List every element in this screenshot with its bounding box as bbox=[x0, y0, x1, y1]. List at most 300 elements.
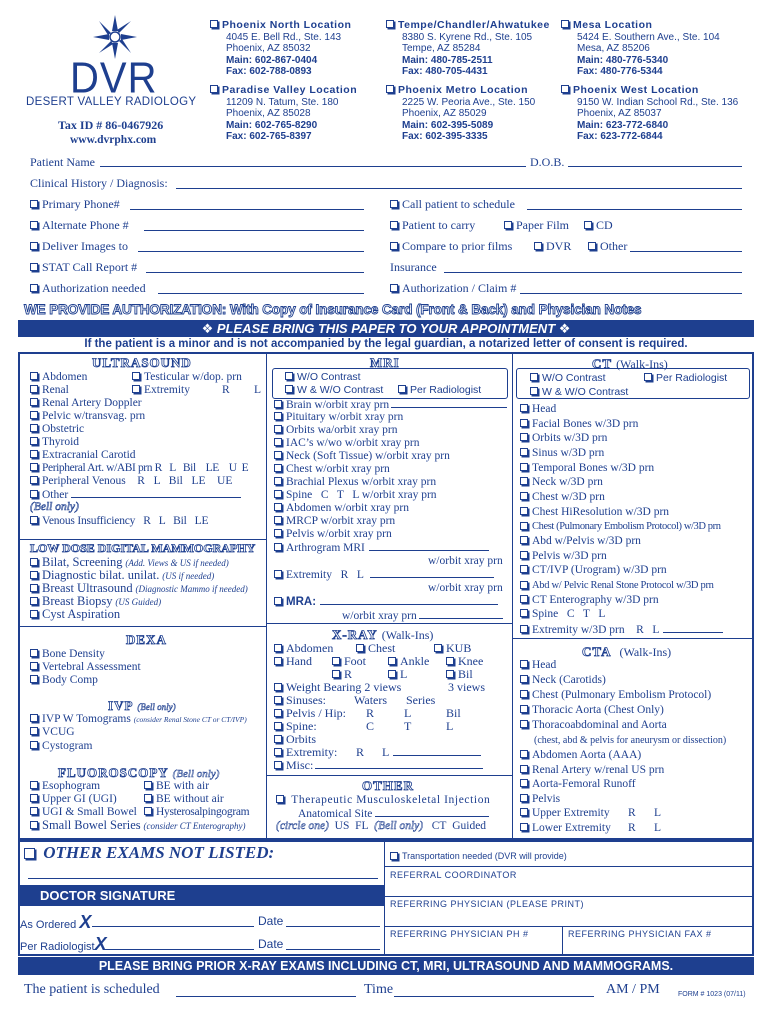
checkbox[interactable] bbox=[30, 242, 38, 250]
checkbox[interactable] bbox=[144, 807, 152, 815]
auth-claim[interactable]: Authorization / Claim # bbox=[390, 281, 516, 296]
checkbox[interactable] bbox=[274, 503, 282, 511]
paper-film[interactable]: Paper Film bbox=[504, 218, 569, 233]
checkbox[interactable] bbox=[356, 644, 364, 652]
dob-field[interactable] bbox=[568, 166, 742, 167]
location-phoenix-west[interactable]: Phoenix West Location 9150 W. Indian School Rd., Ste. 136 Phoenix, AZ 85037 Main: 623-772-6840 Fax: 623-772-6844 bbox=[561, 85, 738, 143]
divider bbox=[18, 626, 266, 627]
insurance-field[interactable] bbox=[444, 272, 742, 273]
checkbox[interactable] bbox=[520, 448, 528, 456]
fluoro-hsg[interactable]: Hysterosalpingogram bbox=[144, 806, 249, 819]
location-paradise-valley[interactable]: Paradise Valley Location 11209 N. Tatum, Ste. 180 Phoenix, AZ 85028 Main: 602-765-8290 Fax: 602-765-8397 bbox=[210, 85, 357, 143]
ct-extremity[interactable]: Extremity w/3D prn R L bbox=[520, 623, 723, 637]
checkbox[interactable] bbox=[30, 558, 38, 566]
date-label: Date bbox=[258, 914, 284, 928]
mri-pituitary[interactable]: Pituitary w/orbit xray prn bbox=[274, 411, 403, 424]
checkbox[interactable] bbox=[30, 263, 38, 271]
clinical-field[interactable] bbox=[176, 188, 742, 189]
cd-option[interactable]: CD bbox=[584, 218, 613, 233]
stat-call[interactable]: STAT Call Report # bbox=[30, 260, 137, 275]
as-ordered[interactable]: As Ordered X bbox=[20, 912, 92, 932]
checkbox[interactable] bbox=[30, 490, 38, 498]
other-guided[interactable]: (circle one) US FL (Bell only) CT Guided bbox=[276, 820, 487, 832]
dob-label: D.O.B. bbox=[530, 155, 565, 169]
ct-head[interactable]: Head bbox=[520, 403, 556, 416]
us-obstetric[interactable]: Obstetric bbox=[30, 423, 84, 436]
fluoro-be-air[interactable]: BE with air bbox=[144, 780, 209, 793]
us-testicular[interactable]: Testicular w/dop. prn bbox=[132, 371, 242, 384]
divider bbox=[384, 926, 754, 927]
checkbox[interactable] bbox=[30, 584, 38, 592]
mri-wwo[interactable]: W & W/O Contrast bbox=[285, 384, 383, 397]
checkbox[interactable] bbox=[276, 795, 284, 803]
ct-orbits[interactable]: Orbits w/3D prn bbox=[520, 432, 607, 445]
ivp-tomograms[interactable]: IVP W Tomograms (consider Renal Stone CT or CT/IVP) bbox=[30, 713, 247, 726]
mri-arthro[interactable]: Arthrogram MRI bbox=[274, 541, 489, 555]
checkbox[interactable] bbox=[520, 720, 528, 728]
per-radiologist[interactable]: Per RadiologistX bbox=[20, 934, 107, 954]
ivp-title: IVP bbox=[108, 698, 134, 713]
checkbox[interactable] bbox=[520, 794, 528, 802]
xray-foot[interactable]: Foot bbox=[332, 655, 366, 668]
xray-kub[interactable]: KUB bbox=[434, 642, 471, 655]
stat-field[interactable] bbox=[146, 272, 364, 273]
mri-abdomen[interactable]: Abdomen w/orbit xray prn bbox=[274, 502, 409, 515]
cta-lower-r[interactable]: R bbox=[628, 822, 636, 834]
checkbox[interactable] bbox=[144, 781, 152, 789]
cta-chest[interactable]: Chest (Pulmonary Embolism Protocol) bbox=[520, 689, 711, 702]
transport[interactable]: Transportation needed (DVR will provide) bbox=[390, 851, 567, 861]
checkbox[interactable] bbox=[274, 477, 282, 485]
checkbox[interactable] bbox=[520, 419, 528, 427]
ct-pelvis[interactable]: Pelvis w/3D prn bbox=[520, 550, 607, 563]
xray-chest[interactable]: Chest bbox=[356, 642, 395, 655]
checkbox[interactable] bbox=[434, 644, 442, 652]
checkbox[interactable] bbox=[30, 284, 38, 292]
checkbox[interactable] bbox=[520, 660, 528, 668]
cta-aorta-fem[interactable]: Aorta-Femoral Runoff bbox=[520, 778, 636, 791]
date-field-2[interactable] bbox=[286, 949, 380, 950]
checkbox[interactable] bbox=[274, 400, 282, 408]
checkbox[interactable] bbox=[274, 657, 282, 665]
location-phoenix-metro[interactable]: Phoenix Metro Location 2225 W. Peoria Ave., Ste. 150 Phoenix, AZ 85029 Main: 602-395-5089 Fax: 602-395-3335 bbox=[386, 85, 535, 143]
patient-name-field[interactable] bbox=[100, 166, 526, 167]
divider bbox=[512, 638, 754, 639]
us-peripheral-art[interactable]: Peripheral Art. w/ABI prn R L Bil LE U E bbox=[30, 462, 248, 475]
checkbox[interactable] bbox=[520, 404, 528, 412]
mri-orbits[interactable]: Orbits wa/orbit xray prn bbox=[274, 424, 397, 437]
checkbox[interactable] bbox=[390, 200, 398, 208]
checkbox[interactable] bbox=[520, 750, 528, 758]
checkbox[interactable] bbox=[390, 852, 398, 860]
per-radiologist-field[interactable] bbox=[104, 949, 254, 950]
checkbox[interactable] bbox=[30, 794, 38, 802]
auth-claim-field[interactable] bbox=[520, 293, 742, 294]
checkbox[interactable] bbox=[30, 714, 38, 722]
dvr-option[interactable]: DVR bbox=[534, 239, 571, 254]
checkbox[interactable] bbox=[390, 284, 398, 292]
cta-neck[interactable]: Neck (Carotids) bbox=[520, 674, 606, 687]
checkbox[interactable] bbox=[274, 412, 282, 420]
other-exams[interactable]: OTHER EXAMS NOT LISTED: bbox=[24, 843, 274, 863]
checkbox[interactable] bbox=[274, 516, 282, 524]
checkbox[interactable] bbox=[520, 705, 528, 713]
cta-thoraco[interactable]: Thoracoabdominal and Aorta bbox=[520, 719, 667, 732]
primary-phone[interactable]: Primary Phone# bbox=[30, 197, 120, 212]
checkbox[interactable] bbox=[30, 675, 38, 683]
xray-spine-t[interactable]: T bbox=[404, 719, 412, 733]
dexa-bone[interactable]: Bone Density bbox=[30, 648, 105, 661]
checkbox[interactable] bbox=[30, 398, 38, 406]
checkbox[interactable] bbox=[274, 529, 282, 537]
mri-wo[interactable]: W/O Contrast bbox=[285, 371, 361, 384]
cta-upper-l[interactable]: L bbox=[654, 807, 662, 819]
checkbox[interactable] bbox=[520, 551, 528, 559]
checkbox[interactable] bbox=[520, 463, 528, 471]
mammo-title: LOW DOSE DIGITAL MAMMOGRAPHY bbox=[30, 541, 256, 555]
time-field[interactable] bbox=[394, 996, 594, 997]
checkbox[interactable] bbox=[520, 779, 528, 787]
ct-chest[interactable]: Chest w/3D prn bbox=[520, 491, 605, 504]
ct-chest-pe[interactable]: Chest (Pulmonary Embolism Protocol) w/3D prn bbox=[520, 520, 721, 533]
checkbox[interactable] bbox=[530, 373, 538, 381]
checkbox[interactable] bbox=[388, 670, 396, 678]
us-extremity[interactable]: Extremity bbox=[132, 384, 190, 397]
call-patient-field[interactable] bbox=[527, 209, 742, 210]
location-checkbox[interactable] bbox=[561, 20, 569, 28]
checkbox[interactable] bbox=[274, 570, 282, 578]
checkbox[interactable] bbox=[520, 433, 528, 441]
doctor-signature-label: DOCTOR SIGNATURE bbox=[40, 888, 176, 903]
mri-mrcp[interactable]: MRCP w/orbit xray prn bbox=[274, 515, 395, 528]
xray-r[interactable]: R bbox=[332, 668, 352, 681]
us-ext-r[interactable]: R bbox=[222, 384, 230, 396]
other-therapeutic[interactable]: Therapeutic Musculoskeletal Injection bbox=[276, 794, 490, 807]
cta-pelvis[interactable]: Pelvis bbox=[520, 793, 560, 806]
checkbox[interactable] bbox=[30, 571, 38, 579]
mri-pelvis[interactable]: Pelvis w/orbit xray prn bbox=[274, 528, 392, 541]
checkbox[interactable] bbox=[398, 385, 406, 393]
us-ext-l[interactable]: L bbox=[254, 384, 262, 396]
xray-abdomen[interactable]: Abdomen bbox=[274, 642, 333, 655]
location-checkbox[interactable] bbox=[386, 20, 394, 28]
checkbox[interactable] bbox=[520, 595, 528, 603]
checkbox[interactable] bbox=[520, 581, 528, 589]
mri-iac[interactable]: IAC’s w/wo w/orbit xray prn bbox=[274, 437, 420, 450]
xray-spine-l[interactable]: L bbox=[446, 719, 454, 733]
alt-phone-field[interactable] bbox=[144, 230, 364, 231]
checkbox[interactable] bbox=[390, 221, 398, 229]
primary-phone-field[interactable] bbox=[130, 209, 364, 210]
checkbox[interactable] bbox=[274, 722, 282, 730]
authorization-banner: WE PROVIDE AUTHORIZATION: With Copy of Insurance Card (Front & Back) and Physician Notes bbox=[24, 302, 642, 317]
mri-chest[interactable]: Chest w/orbit xray prn bbox=[274, 463, 390, 476]
mammo-cyst[interactable]: Cyst Aspiration bbox=[30, 608, 120, 622]
location-checkbox[interactable] bbox=[210, 20, 218, 28]
location-checkbox[interactable] bbox=[210, 85, 218, 93]
ref-physician[interactable]: REFERRING PHYSICIAN (PLEASE PRINT) bbox=[390, 899, 585, 909]
us-carotid[interactable]: Extracranial Carotid bbox=[30, 449, 136, 462]
checkbox[interactable] bbox=[30, 516, 38, 524]
checkbox[interactable] bbox=[30, 821, 38, 829]
checkbox[interactable] bbox=[285, 372, 293, 380]
ivp-cystogram[interactable]: Cystogram bbox=[30, 740, 92, 753]
cta-thoracic[interactable]: Thoracic Aorta (Chest Only) bbox=[520, 704, 664, 717]
checkbox[interactable] bbox=[520, 522, 528, 530]
xray-pelvis-r[interactable]: R bbox=[366, 706, 375, 720]
xray-orbits[interactable]: Orbits bbox=[274, 733, 316, 746]
ref-phone[interactable]: REFERRING PHYSICIAN PH # bbox=[390, 929, 529, 939]
location-mesa[interactable]: Mesa Location 5424 E. Southern Ave., Ste. 104 Mesa, AZ 85206 Main: 480-776-5340 Fax: 480-776-5344 bbox=[561, 20, 720, 78]
ct-spine[interactable]: Spine C T L bbox=[520, 608, 605, 621]
xray-sinuses[interactable]: Sinuses: bbox=[274, 694, 326, 707]
xray-knee[interactable]: Knee bbox=[446, 655, 483, 668]
logo bbox=[20, 10, 210, 150]
ct-abd-stone[interactable]: Abd w/ Pelvic Renal Stone Protocol w/3D prn bbox=[520, 579, 714, 592]
xray-pelvis-bil[interactable]: Bil bbox=[446, 706, 461, 720]
ct-title: CT bbox=[592, 356, 613, 371]
checkbox[interactable] bbox=[30, 450, 38, 458]
xray-series[interactable]: Series bbox=[406, 693, 436, 707]
checkbox[interactable] bbox=[388, 657, 396, 665]
checkbox[interactable] bbox=[30, 372, 38, 380]
checkbox[interactable] bbox=[588, 242, 596, 250]
checkbox[interactable] bbox=[274, 425, 282, 433]
cta-lower[interactable]: Lower Extremity bbox=[520, 822, 611, 835]
checkbox[interactable] bbox=[520, 565, 528, 573]
checkbox[interactable] bbox=[274, 464, 282, 472]
ct-abd-pelvis[interactable]: Abd w/Pelvis w/3D prn bbox=[520, 535, 641, 548]
checkbox[interactable] bbox=[30, 662, 38, 670]
divider bbox=[384, 866, 754, 867]
deliver-images[interactable]: Deliver Images to bbox=[30, 239, 128, 254]
checkbox[interactable] bbox=[30, 610, 38, 618]
fluoro-be-noair[interactable]: BE without air bbox=[144, 793, 224, 806]
checkbox[interactable] bbox=[446, 657, 454, 665]
cta-renal[interactable]: Renal Artery w/renal US prn bbox=[520, 764, 664, 777]
xray-ext-r[interactable]: R bbox=[356, 745, 365, 759]
us-bell-only: (Bell only) bbox=[30, 501, 79, 513]
us-renal[interactable]: Renal bbox=[30, 384, 69, 397]
xray-3views[interactable]: 3 views bbox=[448, 680, 485, 694]
us-pelvic[interactable]: Pelvic w/transvag. prn bbox=[30, 410, 145, 423]
cta-upper-r[interactable]: R bbox=[628, 807, 636, 819]
checkbox[interactable] bbox=[30, 727, 38, 735]
xray-spine[interactable]: Spine: bbox=[274, 720, 317, 733]
checkbox[interactable] bbox=[274, 683, 282, 691]
checkbox[interactable] bbox=[30, 597, 38, 605]
checkbox[interactable] bbox=[534, 242, 542, 250]
checkbox[interactable] bbox=[520, 675, 528, 683]
xray-ext-l[interactable]: L bbox=[382, 746, 481, 759]
checkbox[interactable] bbox=[132, 372, 140, 380]
checkbox[interactable] bbox=[274, 490, 282, 498]
ct-facial[interactable]: Facial Bones w/3D prn bbox=[520, 418, 638, 431]
checkbox[interactable] bbox=[274, 597, 282, 605]
us-thyroid[interactable]: Thyroid bbox=[30, 436, 79, 449]
mammo-breast-us[interactable]: Breast Ultrasound (Diagnostic Mammo if needed) bbox=[30, 582, 248, 596]
ct-neck[interactable]: Neck w/3D prn bbox=[520, 476, 603, 489]
xray-pelvis[interactable]: Pelvis / Hip: bbox=[274, 707, 346, 720]
xray-pelvis-l[interactable]: L bbox=[404, 706, 412, 720]
as-ordered-field[interactable] bbox=[92, 926, 254, 927]
mri-neck[interactable]: Neck (Soft Tissue) w/orbit xray prn bbox=[274, 450, 450, 463]
fluoro-ugi-sb[interactable]: UGI & Small Bowel bbox=[30, 806, 137, 819]
checkbox[interactable] bbox=[520, 808, 528, 816]
checkbox[interactable] bbox=[30, 221, 38, 229]
checkbox[interactable] bbox=[520, 765, 528, 773]
ct-chest-hires[interactable]: Chest HiResolution w/3D prn bbox=[520, 506, 669, 519]
ref-coordinator[interactable]: REFERRAL COORDINATOR bbox=[390, 870, 517, 880]
checkbox[interactable] bbox=[30, 411, 38, 419]
auth-needed-field[interactable] bbox=[158, 293, 364, 294]
fluoro-sbs[interactable]: Small Bowel Series (consider CT Enterography) bbox=[30, 819, 245, 833]
checkbox[interactable] bbox=[274, 451, 282, 459]
location-tempe[interactable]: Tempe/Chandler/Ahwatukee 8380 S. Kyrene Rd., Ste. 105 Tempe, AZ 85284 Main: 480-785-2511 Fax: 480-705-4431 bbox=[386, 20, 550, 78]
xray-ankle[interactable]: Ankle bbox=[388, 655, 429, 668]
checkbox[interactable] bbox=[30, 463, 38, 471]
xray-spine-c[interactable]: C bbox=[366, 719, 375, 733]
checkbox[interactable] bbox=[30, 424, 38, 432]
other-anatomical[interactable]: Anatomical Site bbox=[298, 807, 489, 821]
xray-l[interactable]: L bbox=[388, 668, 407, 681]
checkbox[interactable] bbox=[132, 385, 140, 393]
checkbox[interactable] bbox=[274, 438, 282, 446]
bring-prior-text: PLEASE BRING PRIOR X-RAY EXAMS INCLUDING CT, MRI, ULTRASOUND AND MAMMOGRAMS. bbox=[98, 959, 674, 973]
location-phoenix-north[interactable]: Phoenix North Location 4045 E. Bell Rd., Ste. 143 Phoenix, AZ 85032 Main: 602-867-0404 Fax: 602-788-0893 bbox=[210, 20, 351, 78]
checkbox[interactable] bbox=[644, 373, 652, 381]
checkbox[interactable] bbox=[520, 690, 528, 698]
alt-phone[interactable]: Alternate Phone # bbox=[30, 218, 129, 233]
logo-letters: DVR bbox=[70, 53, 158, 103]
deliver-images-field[interactable] bbox=[138, 251, 364, 252]
mammo-biopsy[interactable]: Breast Biopsy (US Guided) bbox=[30, 595, 161, 609]
date-label-2: Date bbox=[258, 937, 284, 951]
auth-needed[interactable]: Authorization needed bbox=[30, 281, 146, 296]
other-option[interactable]: Other bbox=[588, 239, 627, 254]
ultrasound-title: ULTRASOUND bbox=[92, 355, 192, 370]
compare-prior[interactable]: Compare to prior films bbox=[390, 239, 512, 254]
cta-lower-l[interactable]: L bbox=[654, 822, 662, 834]
checkbox[interactable] bbox=[520, 507, 528, 515]
checkbox[interactable] bbox=[274, 735, 282, 743]
website: www.dvrphx.com bbox=[70, 134, 157, 146]
ct-ivp[interactable]: CT/IVP (Urogram) w/3D prn bbox=[520, 564, 667, 577]
call-patient[interactable]: Call patient to schedule bbox=[390, 197, 515, 212]
date-field[interactable] bbox=[286, 926, 380, 927]
other-exams-field[interactable] bbox=[28, 878, 378, 879]
checkbox[interactable] bbox=[144, 794, 152, 802]
dexa-body[interactable]: Body Comp bbox=[30, 674, 98, 687]
mammo-diagnostic[interactable]: Diagnostic bilat. unilat. (US if needed) bbox=[30, 569, 214, 583]
us-peripheral-venous[interactable]: Peripheral Venous R L Bil LE UE bbox=[30, 475, 232, 488]
checkbox[interactable] bbox=[274, 748, 282, 756]
xray-weight[interactable]: Weight Bearing 2 views bbox=[274, 681, 401, 694]
bring-paper-bar bbox=[18, 320, 754, 337]
mri-brachial[interactable]: Brachial Plexus w/orbit xray prn bbox=[274, 476, 436, 489]
checkbox[interactable] bbox=[30, 385, 38, 393]
checkbox[interactable] bbox=[332, 657, 340, 665]
xray-misc[interactable]: Misc: bbox=[274, 759, 483, 772]
cta-abd-aorta[interactable]: Abdomen Aorta (AAA) bbox=[520, 749, 641, 762]
checkbox[interactable] bbox=[30, 649, 38, 657]
scheduled-label: The patient is scheduled bbox=[24, 982, 160, 997]
checkbox[interactable] bbox=[30, 200, 38, 208]
checkbox[interactable] bbox=[520, 625, 528, 633]
us-renal-doppler[interactable]: Renal Artery Doppler bbox=[30, 397, 142, 410]
checkbox[interactable] bbox=[584, 221, 592, 229]
checkbox[interactable] bbox=[520, 492, 528, 500]
checkbox[interactable] bbox=[30, 476, 38, 484]
xray-extremity[interactable]: Extremity: bbox=[274, 746, 337, 759]
checkbox[interactable] bbox=[30, 437, 38, 445]
checkbox[interactable] bbox=[520, 477, 528, 485]
us-abdomen[interactable]: Abdomen bbox=[30, 371, 87, 384]
checkbox[interactable] bbox=[274, 644, 282, 652]
fluoro-eso[interactable]: Esophogram bbox=[30, 780, 100, 793]
ivp-vcug[interactable]: VCUG bbox=[30, 726, 75, 739]
ct-entero[interactable]: CT Enterography w/3D prn bbox=[520, 594, 659, 607]
checkbox[interactable] bbox=[274, 543, 282, 551]
checkbox[interactable] bbox=[504, 221, 512, 229]
ampm-label: AM / PM bbox=[606, 982, 660, 997]
bring-prior-bar bbox=[18, 957, 754, 975]
mri-extremity[interactable]: Extremity R L bbox=[274, 568, 494, 582]
checkbox[interactable] bbox=[520, 823, 528, 831]
location-checkbox[interactable] bbox=[386, 85, 394, 93]
checkbox[interactable] bbox=[390, 242, 398, 250]
mammo-bilat[interactable]: Bilat, Screening (Add. Views & US if needed) bbox=[30, 556, 229, 570]
checkbox[interactable] bbox=[274, 761, 282, 769]
mri-spine[interactable]: Spine C T L w/orbit xray prn bbox=[274, 489, 437, 502]
xray-hand[interactable]: Hand bbox=[274, 655, 312, 668]
ct-wo[interactable]: W/O Contrast bbox=[530, 372, 606, 385]
ct-sinus[interactable]: Sinus w/3D prn bbox=[520, 447, 604, 460]
checkbox[interactable] bbox=[285, 385, 293, 393]
patient-carry[interactable]: Patient to carry bbox=[390, 218, 475, 233]
dexa-vertebral[interactable]: Vertebral Assessment bbox=[30, 661, 141, 674]
checkbox[interactable] bbox=[332, 670, 340, 678]
checkbox[interactable] bbox=[520, 536, 528, 544]
ref-fax[interactable]: REFERRING PHYSICIAN FAX # bbox=[568, 929, 712, 939]
ct-per-rad[interactable]: Per Radiologist bbox=[644, 372, 727, 385]
checkbox[interactable] bbox=[274, 696, 282, 704]
us-other[interactable]: Other bbox=[30, 488, 241, 502]
xray-bil[interactable]: Bil bbox=[446, 668, 473, 681]
checkbox[interactable] bbox=[30, 807, 38, 815]
cta-head[interactable]: Head bbox=[520, 659, 556, 672]
checkbox[interactable] bbox=[30, 781, 38, 789]
other-field[interactable] bbox=[630, 251, 742, 252]
checkbox[interactable] bbox=[446, 670, 454, 678]
mri-per-rad[interactable]: Per Radiologist bbox=[398, 384, 481, 397]
mri-brain[interactable]: Brain w/orbit xray prn bbox=[274, 398, 507, 412]
checkbox[interactable] bbox=[24, 848, 35, 859]
ct-temporal[interactable]: Temporal Bones w/3D prn bbox=[520, 462, 654, 475]
checkbox[interactable] bbox=[530, 387, 538, 395]
us-venous-insuff[interactable]: Venous Insufficiency R L Bil LE bbox=[30, 515, 208, 528]
ct-wwo[interactable]: W & W/O Contrast bbox=[530, 386, 628, 399]
cta-upper[interactable]: Upper Extremity bbox=[520, 807, 610, 820]
checkbox[interactable] bbox=[274, 709, 282, 717]
scheduled-field[interactable] bbox=[176, 996, 356, 997]
checkbox[interactable] bbox=[520, 609, 528, 617]
location-checkbox[interactable] bbox=[561, 85, 569, 93]
checkbox[interactable] bbox=[30, 741, 38, 749]
fluoro-ugi[interactable]: Upper GI (UGI) bbox=[30, 793, 117, 806]
xray-waters[interactable]: Waters bbox=[354, 693, 388, 707]
mri-mra[interactable]: MRA: bbox=[274, 595, 498, 609]
